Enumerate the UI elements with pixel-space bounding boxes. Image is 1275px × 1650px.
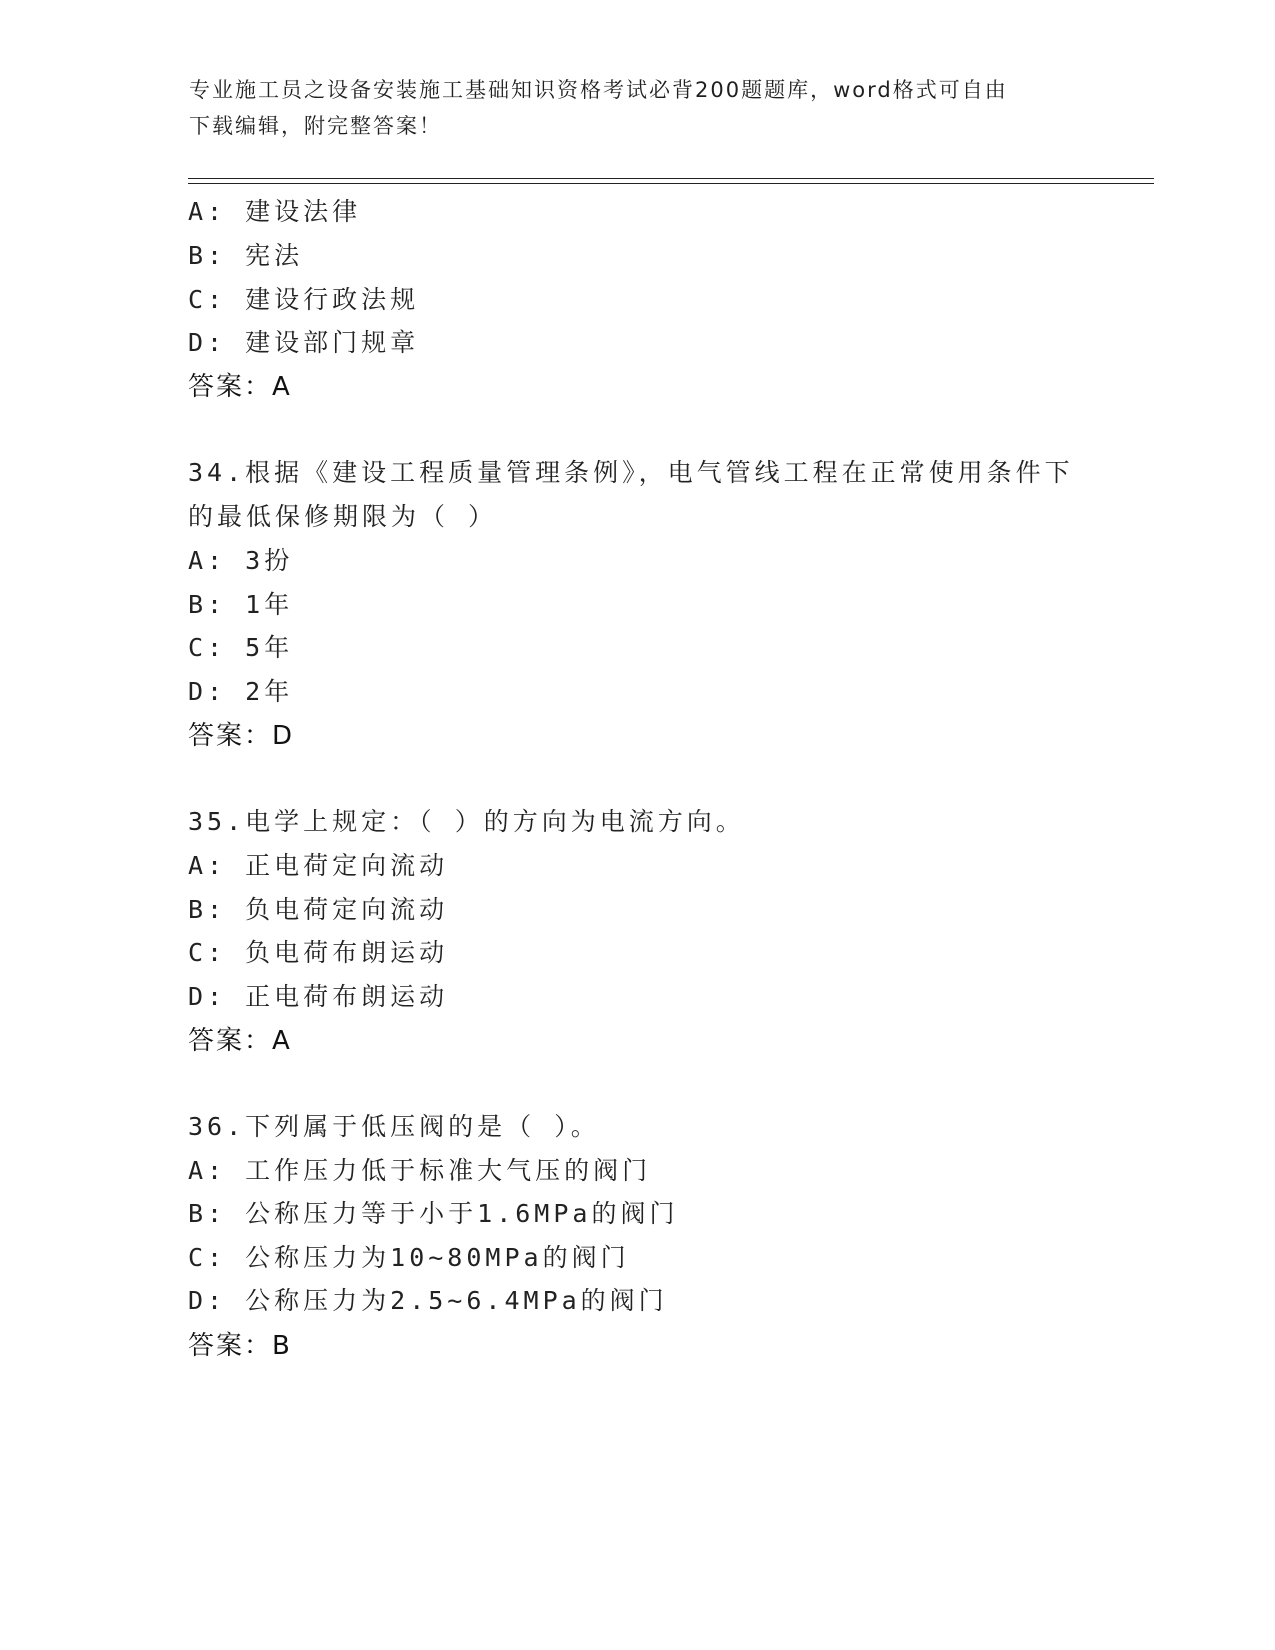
- q36-option-b: B: 公称压力等于小于1.6MPa的阀门: [188, 1199, 679, 1228]
- q33-option-b: B: 宪法: [188, 241, 304, 270]
- q35-option-b: B: 负电荷定向流动: [188, 895, 449, 924]
- q35-option-d: D: 正电荷布朗运动: [188, 982, 449, 1011]
- q35-answer: 答案：A: [188, 1026, 292, 1056]
- q33-option-c: C: 建设行政法规: [188, 285, 420, 314]
- q35-option-c: C: 负电荷布朗运动: [188, 938, 449, 967]
- q34-option-a: A: 3扮: [188, 546, 294, 575]
- q33-option-d: D: 建设部门规章: [188, 328, 420, 357]
- q34-option-b: B: 1年: [188, 590, 294, 619]
- q35-stem-line-1: 35.电学上规定：（ ）的方向为电流方向。: [188, 807, 745, 836]
- q33-answer: 答案：A: [188, 372, 292, 402]
- q36-option-a: A: 工作压力低于标准大气压的阀门: [188, 1156, 652, 1185]
- q36-stem-line-1: 36.下列属于低压阀的是（ ）。: [188, 1112, 600, 1141]
- q36-option-d: D: 公称压力为2.5~6.4MPa的阀门: [188, 1286, 668, 1315]
- q33-option-a: A: 建设法律: [188, 197, 362, 226]
- q34-stem-line-2: 的最低保修期限为（ ）: [188, 502, 498, 531]
- q36-option-c: C: 公称压力为10~80MPa的阀门: [188, 1243, 630, 1272]
- header-divider-bottom: [188, 183, 1154, 184]
- q36-answer: 答案：B: [188, 1331, 292, 1361]
- document-header: [189, 72, 1089, 144]
- q35-option-a: A: 正电荷定向流动: [188, 851, 449, 880]
- q34-option-d: D: 2年: [188, 677, 294, 706]
- q34-answer: 答案：D: [188, 721, 295, 751]
- header-line-2: 下载编辑，附完整答案！: [189, 114, 442, 138]
- q34-stem-line-1: 34.根据《建设工程质量管理条例》，电气管线工程在正常使用条件下: [188, 458, 1074, 487]
- header-divider-top: [188, 178, 1154, 179]
- q34-option-c: C: 5年: [188, 633, 294, 662]
- header-line-1: 专业施工员之设备安装施工基础知识资格考试必背200题题库，word格式可自由: [189, 78, 1008, 102]
